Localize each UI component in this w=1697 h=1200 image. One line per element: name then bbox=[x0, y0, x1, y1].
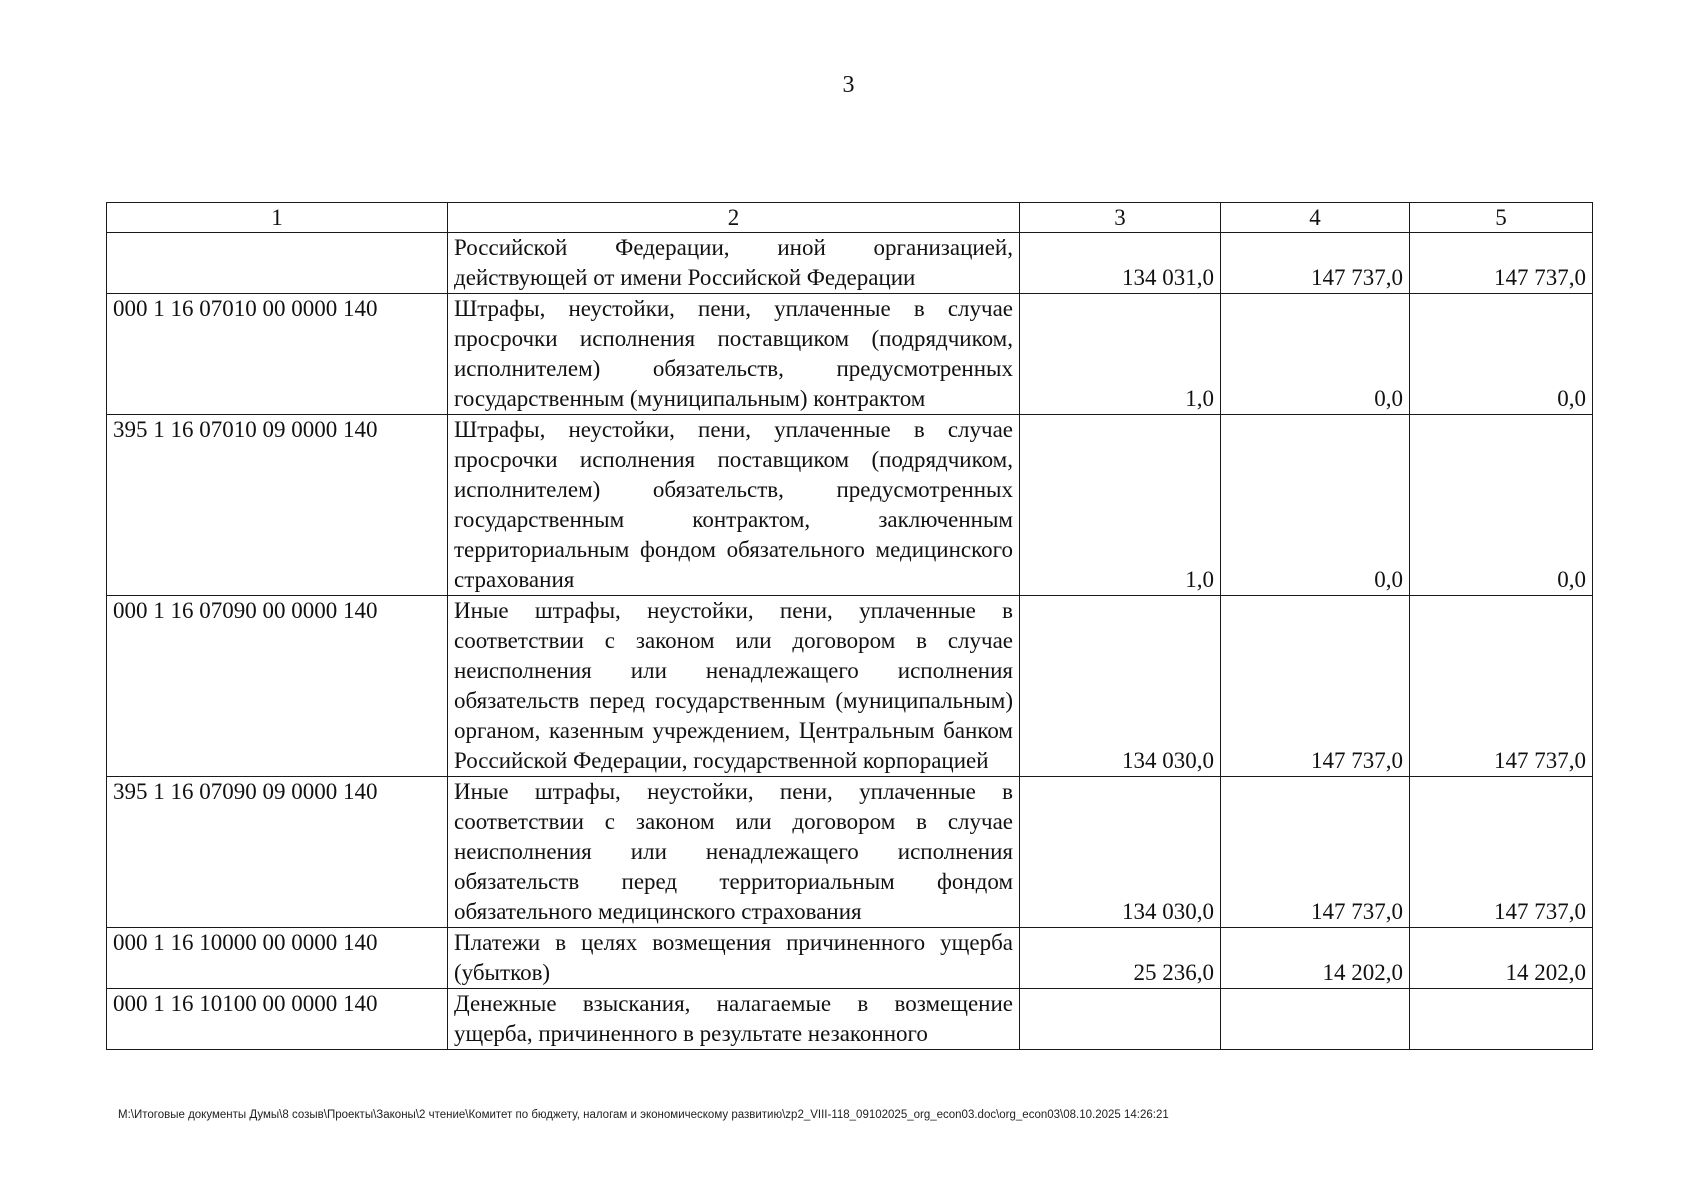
amount-col5: 0,0 bbox=[1410, 294, 1593, 415]
amount-col3: 1,0 bbox=[1020, 415, 1221, 596]
amount-col5: 147 737,0 bbox=[1410, 233, 1593, 294]
budget-code: 395 1 16 07090 09 0000 140 bbox=[107, 777, 448, 928]
amount-col4: 147 737,0 bbox=[1221, 596, 1410, 777]
budget-code: 000 1 16 07010 00 0000 140 bbox=[107, 294, 448, 415]
revenue-description: Иные штрафы, неустойки, пени, уплаченные в соответствии с законом или договором в случае неисполнения или ненадлежащего исполнения обязательств перед государственным (муниципальным) органом, казенным учреждением, Центральным банком Российской Федерации, государственной корпорацией bbox=[448, 596, 1020, 777]
amount-col4: 0,0 bbox=[1221, 294, 1410, 415]
amount-col4: 147 737,0 bbox=[1221, 777, 1410, 928]
table-row bbox=[107, 596, 1593, 777]
budget-code: 000 1 16 07090 00 0000 140 bbox=[107, 596, 448, 777]
amount-col3 bbox=[1020, 989, 1221, 1050]
column-header: 5 bbox=[1410, 203, 1593, 233]
budget-code: 000 1 16 10000 00 0000 140 bbox=[107, 928, 448, 989]
table-row bbox=[107, 294, 1593, 415]
revenue-description: Штрафы, неустойки, пени, уплаченные в случае просрочки исполнения поставщиком (подрядчиком, исполнителем) обязательств, предусмотренных государственным контрактом, заключенным территориальным фондом обязательного медицинского страхования bbox=[448, 415, 1020, 596]
amount-col3: 134 030,0 bbox=[1020, 777, 1221, 928]
amount-col4: 0,0 bbox=[1221, 415, 1410, 596]
budget-code: 395 1 16 07010 09 0000 140 bbox=[107, 415, 448, 596]
table-row bbox=[107, 233, 1593, 294]
column-header: 4 bbox=[1221, 203, 1410, 233]
amount-col3: 134 030,0 bbox=[1020, 596, 1221, 777]
table-row bbox=[107, 415, 1593, 596]
amount-col5 bbox=[1410, 989, 1593, 1050]
column-header: 3 bbox=[1020, 203, 1221, 233]
table-row bbox=[107, 928, 1593, 989]
revenue-description: Платежи в целях возмещения причиненного ущерба (убытков) bbox=[448, 928, 1020, 989]
amount-col4: 147 737,0 bbox=[1221, 233, 1410, 294]
amount-col4: 14 202,0 bbox=[1221, 928, 1410, 989]
revenue-description: Штрафы, неустойки, пени, уплаченные в случае просрочки исполнения поставщиком (подрядчиком, исполнителем) обязательств, предусмотренных государственным (муниципальным) контрактом bbox=[448, 294, 1020, 415]
revenue-description: Денежные взыскания, налагаемые в возмещение ущерба, причиненного в результате незаконного bbox=[448, 989, 1020, 1050]
budget-code bbox=[107, 233, 448, 294]
budget-revenue-table bbox=[106, 202, 1593, 1050]
table-row bbox=[107, 777, 1593, 928]
amount-col3: 134 031,0 bbox=[1020, 233, 1221, 294]
document-file-path: M:\Итоговые документы Думы\8 созыв\Проекты\Законы\2 чтение\Комитет по бюджету, налогам и экономическому развитию\zp2_VIII-118_09102025_org_econ03.doc\org_econ03\08.10.2025 14:26:21 bbox=[118, 1109, 1169, 1121]
amount-col3: 25 236,0 bbox=[1020, 928, 1221, 989]
amount-col5: 147 737,0 bbox=[1410, 777, 1593, 928]
amount-col5: 14 202,0 bbox=[1410, 928, 1593, 989]
amount-col3: 1,0 bbox=[1020, 294, 1221, 415]
page-number: 3 bbox=[842, 72, 855, 98]
table-row bbox=[107, 989, 1593, 1050]
amount-col4 bbox=[1221, 989, 1410, 1050]
column-header: 1 bbox=[107, 203, 448, 233]
revenue-description: Российской Федерации, иной организацией, действующей от имени Российской Федерации bbox=[448, 233, 1020, 294]
budget-code: 000 1 16 10100 00 0000 140 bbox=[107, 989, 448, 1050]
column-number-header-row bbox=[107, 203, 1593, 233]
column-header: 2 bbox=[448, 203, 1020, 233]
revenue-description: Иные штрафы, неустойки, пени, уплаченные в соответствии с законом или договором в случае неисполнения или ненадлежащего исполнения обязательств перед территориальным фондом обязательного медицинского страхования bbox=[448, 777, 1020, 928]
amount-col5: 0,0 bbox=[1410, 415, 1593, 596]
amount-col5: 147 737,0 bbox=[1410, 596, 1593, 777]
